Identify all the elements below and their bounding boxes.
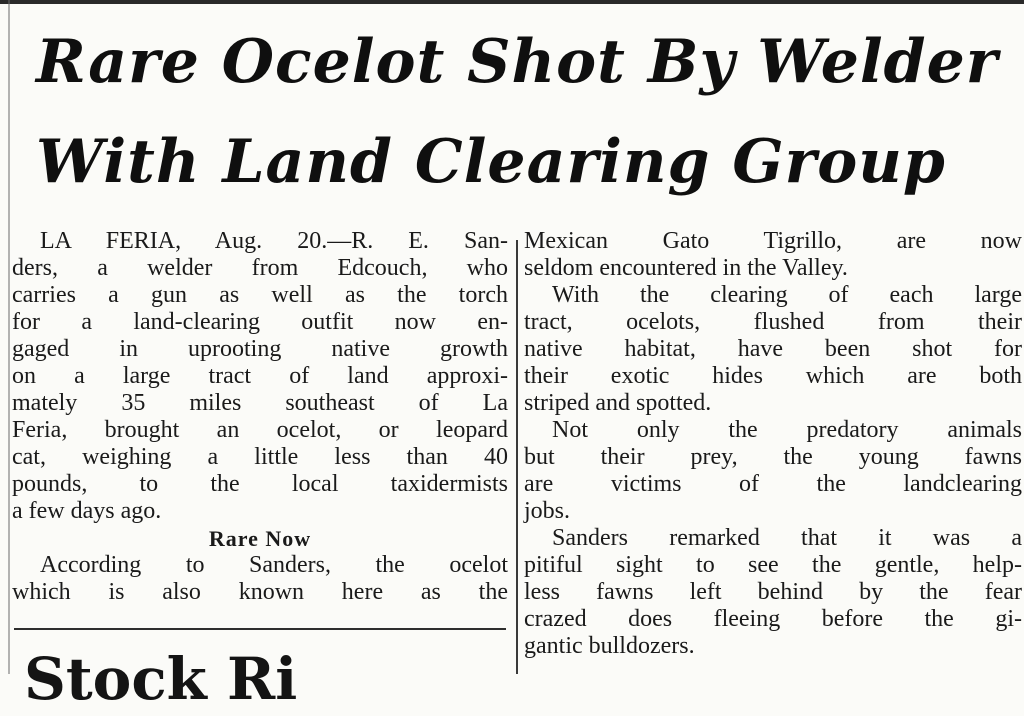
article-column-left bbox=[12, 228, 508, 606]
article-line: are victims of the landclearing bbox=[524, 471, 1022, 497]
article-line: tract, ocelots, flushed from their bbox=[524, 309, 1022, 335]
article-line: ders, a welder from Edcouch, who bbox=[12, 255, 508, 281]
headline-line-1: Rare Ocelot Shot By Welder bbox=[36, 27, 999, 97]
column-divider bbox=[516, 240, 518, 674]
article-line: on a large tract of land approxi- bbox=[12, 363, 508, 389]
next-article-headline-text: Stock Ri bbox=[24, 645, 298, 713]
article-line: Not only the predatory animals bbox=[552, 417, 1022, 443]
article-line: for a land-clearing outfit now en- bbox=[12, 309, 508, 335]
top-rule bbox=[0, 0, 1024, 4]
article-end-rule bbox=[14, 628, 506, 630]
article-line: crazed does fleeing before the gi- bbox=[524, 606, 1022, 632]
article-line: mately 35 miles southeast of La bbox=[12, 390, 508, 416]
article-line: striped and spotted. bbox=[524, 390, 712, 416]
article-line: Sanders remarked that it was a bbox=[552, 525, 1022, 551]
article-line: cat, weighing a little less than 40 bbox=[12, 444, 508, 470]
article-line: carries a gun as well as the torch bbox=[12, 282, 508, 308]
article-line: jobs. bbox=[524, 498, 571, 524]
article-line: less fawns left behind by the fear bbox=[524, 579, 1022, 605]
article-line: pitiful sight to see the gentle, help- bbox=[524, 552, 1022, 578]
article-line: Mexican Gato Tigrillo, are now bbox=[524, 228, 1022, 254]
headline-line-2: With Land Clearing Group bbox=[36, 127, 946, 197]
article-line: According to Sanders, the ocelot bbox=[40, 552, 508, 578]
article-line: which is also known here as the bbox=[12, 579, 508, 605]
article-line: LA FERIA, Aug. 20.—R. E. San- bbox=[40, 228, 508, 254]
article-line: With the clearing of each large bbox=[552, 282, 1022, 308]
article-subhead: Rare Now bbox=[208, 526, 312, 551]
article-line: their exotic hides which are both bbox=[524, 363, 1022, 389]
article-line: but their prey, the young fawns bbox=[524, 444, 1022, 470]
article-line: seldom encountered in the Valley. bbox=[524, 255, 848, 281]
article-line: a few days ago. bbox=[12, 498, 162, 524]
article-line: Feria, brought an ocelot, or leopard bbox=[12, 417, 508, 443]
article-line: gantic bulldozers. bbox=[524, 633, 695, 659]
article-column-right bbox=[524, 228, 1022, 660]
article-line: native habitat, have been shot for bbox=[524, 336, 1022, 362]
next-article-headline bbox=[24, 642, 504, 713]
article-line: gaged in uprooting native growth bbox=[12, 336, 508, 362]
left-edge-rule bbox=[8, 0, 10, 674]
article-line: pounds, to the local taxidermists bbox=[12, 471, 508, 497]
